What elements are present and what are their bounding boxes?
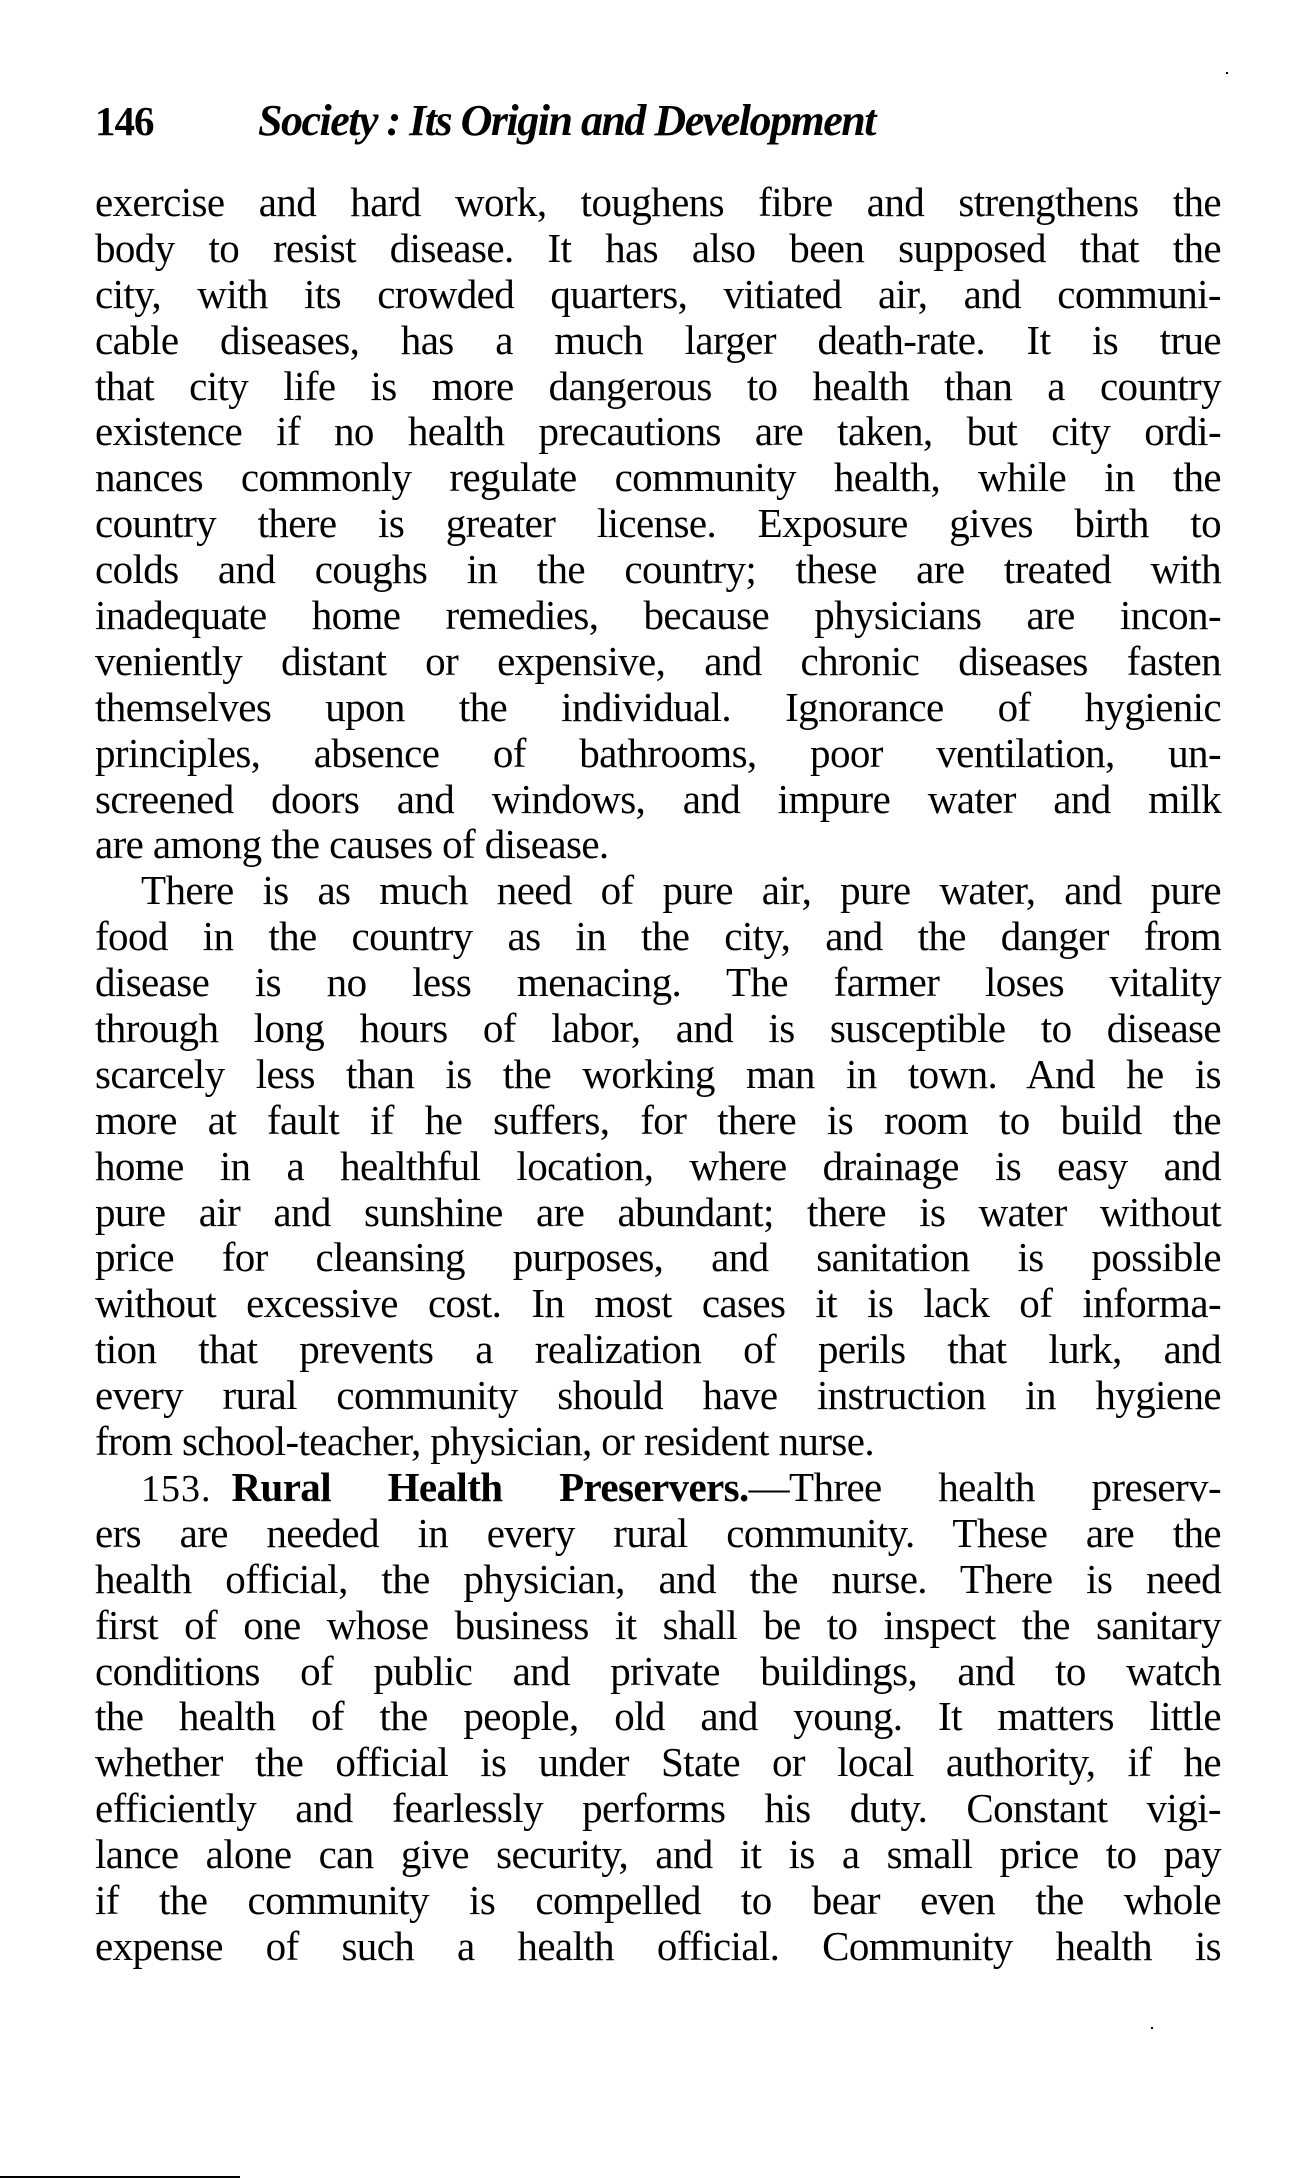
paragraph-continued: [95, 180, 1221, 868]
section-heading-line: [95, 1465, 1221, 1511]
text-line: screened doors and windows, and impure water and milk: [95, 775, 1221, 822]
text-line: that city life is more dangerous to health than a country: [95, 362, 1221, 409]
text-line: efficiently and fearlessly performs his duty. Constant vigi-: [95, 1785, 1221, 1832]
text-line: lance alone can give security, and it is a small price to pay: [95, 1831, 1221, 1878]
text-line: home in a healthful location, where drainage is easy and: [95, 1142, 1221, 1189]
section-title: Rural Health Preservers.: [231, 1463, 749, 1510]
text-line: conditions of public and private buildings, and to watch: [95, 1647, 1221, 1694]
text-line: without excessive cost. In most cases it is lack of informa-: [95, 1280, 1221, 1327]
scan-speck: [1151, 2027, 1153, 2029]
text-line: inadequate home remedies, because physicians are incon-: [95, 592, 1221, 639]
running-title: Society : Its Origin and Development: [258, 96, 875, 145]
text-line: through long hours of labor, and is susceptible to disease: [95, 1005, 1221, 1052]
text-line: more at fault if he suffers, for there is room to build the: [95, 1096, 1221, 1143]
text-line: themselves upon the individual. Ignorance of hygienic: [95, 683, 1221, 730]
text-line: scarcely less than is the working man in town. And he is: [95, 1050, 1221, 1097]
text-line: whether the official is under State or local authority, if he: [95, 1739, 1221, 1786]
text-line: price for cleansing purposes, and sanitation is possible: [95, 1234, 1221, 1281]
text-line: country there is greater license. Exposure gives birth to: [95, 500, 1221, 547]
text-line: first of one whose business it shall be to inspect the sanitary: [95, 1601, 1221, 1648]
text-line: if the community is compelled to bear even the whole: [95, 1876, 1221, 1923]
text-line: are among the causes of disease.: [95, 821, 609, 868]
text-line: body to resist disease. It has also been supposed that the: [95, 224, 1221, 271]
text-line: colds and coughs in the country; these are treated with: [95, 546, 1221, 593]
paragraph: [95, 868, 1221, 1465]
text-line: disease is no less menacing. The farmer loses vitality: [95, 959, 1221, 1006]
text-line: ers are needed in every rural community. These are the: [95, 1509, 1221, 1556]
text-line: principles, absence of bathrooms, poor ventilation, un-: [95, 729, 1221, 776]
text-line: veniently distant or expensive, and chronic diseases fasten: [95, 637, 1221, 684]
text-line: city, with its crowded quarters, vitiated air, and communi-: [95, 270, 1221, 317]
text-line: pure air and sunshine are abundant; there is water without: [95, 1188, 1221, 1235]
scan-edge-line: [0, 2176, 240, 2178]
text-line: expense of such a health official. Community health is: [95, 1922, 1221, 1969]
text-line: cable diseases, has a much larger death-rate. It is true: [95, 316, 1221, 363]
text-line: nances commonly regulate community health, while in the: [95, 454, 1221, 501]
section-153: [95, 1465, 1221, 1970]
text-run: —Three health preserv-: [748, 1463, 1221, 1510]
page-number: 146: [95, 98, 154, 144]
section-number: 153.: [141, 1467, 212, 1510]
text-line: from school-teacher, physician, or resident nurse.: [95, 1418, 874, 1465]
text-line: exercise and hard work, toughens fibre and strengthens the: [95, 179, 1221, 225]
text-line: every rural community should have instruction in hygiene: [95, 1372, 1221, 1419]
text-line: health official, the physician, and the nurse. There is need: [95, 1555, 1221, 1602]
body-text: [95, 180, 1221, 1970]
running-head: [95, 95, 875, 155]
text-line: tion that prevents a realization of perils that lurk, and: [95, 1326, 1221, 1373]
text-line: existence if no health precautions are taken, but city ordi-: [95, 408, 1221, 455]
text-line: There is as much need of pure air, pure water, and pure: [141, 867, 1221, 914]
text-line: food in the country as in the city, and the danger from: [95, 913, 1221, 960]
text-line: the health of the people, old and young. It matters little: [95, 1693, 1221, 1740]
scan-speck: [1226, 72, 1228, 74]
